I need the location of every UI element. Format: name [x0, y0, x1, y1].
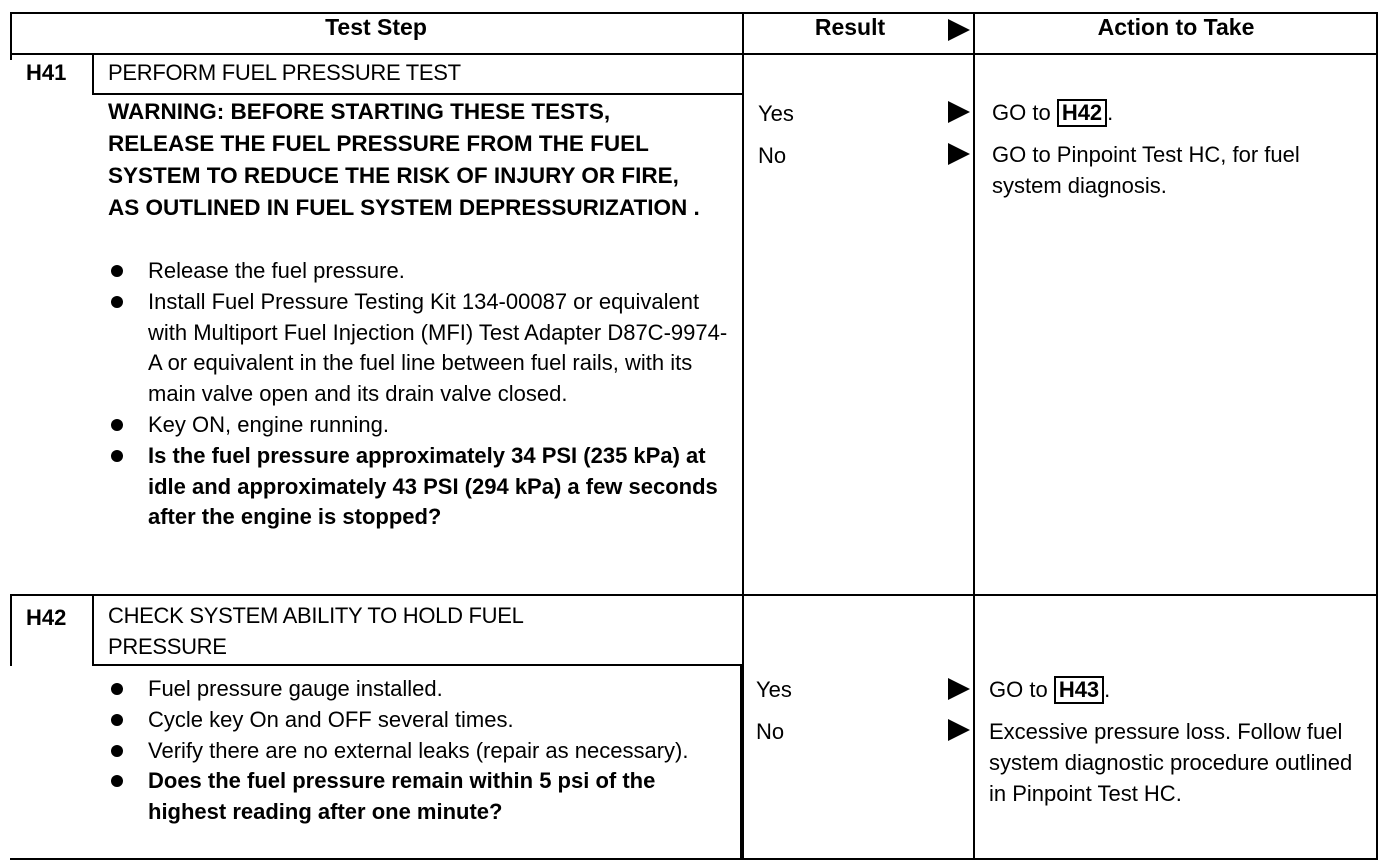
action-suffix: . — [1104, 677, 1111, 702]
action-yes-h41 — [992, 97, 1113, 128]
list-item: Cycle key On and OFF several times. — [108, 705, 708, 736]
action-yes-h42 — [989, 674, 1110, 705]
header-test-step: Test Step — [325, 14, 427, 40]
step-id-h42: H42 — [26, 605, 67, 630]
column-divider-action — [973, 12, 975, 860]
step-h41-bullets — [108, 256, 728, 533]
action-prefix: GO to — [992, 100, 1051, 125]
list-item: Does the fuel pressure remain within 5 psi of the highest reading after one minute? — [108, 766, 708, 828]
step-id-divider-h42 — [92, 596, 94, 666]
action-prefix: GO to — [989, 677, 1048, 702]
step-id-h41: H41 — [26, 60, 67, 85]
step-ref-h42[interactable]: H42 — [1057, 99, 1107, 127]
header-divider — [10, 53, 1378, 55]
step-id-divider-h41 — [92, 55, 94, 95]
result-yes-arrow-icon — [948, 678, 970, 700]
header-result: Result — [814, 14, 886, 40]
step-title-h41: PERFORM FUEL PRESSURE TEST — [108, 60, 461, 85]
table-border-bottom — [10, 858, 1378, 860]
result-yes-h41: Yes — [758, 101, 794, 126]
result-no-h41: No — [758, 143, 787, 168]
action-no-h42: Excessive pressure loss. Follow fuel system diagnostic procedure outlined in Pinpoint Test HC. — [989, 719, 1353, 806]
header-arrow-icon — [948, 19, 970, 41]
step-h42-bullets — [108, 674, 708, 828]
step-title-h42: CHECK SYSTEM ABILITY TO HOLD FUEL PRESSURE — [108, 603, 523, 659]
action-suffix: . — [1107, 100, 1114, 125]
list-item: Verify there are no external leaks (repair as necessary). — [108, 736, 708, 767]
list-item: Install Fuel Pressure Testing Kit 134-00087 or equivalent with Multiport Fuel Injection (MFI) Test Adapter D87C-9974-A or equivalent in the fuel line between fuel rails, with its main valve open and its drain valve closed. — [108, 287, 728, 410]
h42-title-divider — [92, 664, 743, 666]
row-divider — [10, 594, 1378, 596]
result-no-arrow-icon — [948, 719, 970, 741]
header-action: Action to Take — [1097, 14, 1255, 40]
table-border-left-lower — [10, 596, 12, 666]
result-no-arrow-icon — [948, 143, 970, 165]
warning-text: WARNING: BEFORE STARTING THESE TESTS, RELEASE THE FUEL PRESSURE FROM THE FUEL SYSTEM TO REDUCE THE RISK OF INJURY OR FIRE, AS OUTLINED IN FUEL SYSTEM DEPRESSURIZATION . — [108, 99, 700, 220]
column-divider-result — [742, 12, 744, 860]
table-border-right — [1376, 12, 1378, 860]
list-item: Fuel pressure gauge installed. — [108, 674, 708, 705]
h41-title-divider — [92, 93, 743, 95]
result-no-h42: No — [756, 719, 785, 744]
result-yes-arrow-icon — [948, 101, 970, 123]
list-item: Is the fuel pressure approximately 34 PSI (235 kPa) at idle and approximately 43 PSI (294 kPa) a few seconds after the engine is stopped? — [108, 441, 728, 533]
result-yes-h42: Yes — [756, 677, 792, 702]
step-ref-h43[interactable]: H43 — [1054, 676, 1104, 704]
list-item: Key ON, engine running. — [108, 410, 728, 441]
list-item: Release the fuel pressure. — [108, 256, 728, 287]
action-no-h41: GO to Pinpoint Test HC, for fuel system diagnosis. — [992, 142, 1300, 198]
step-title-divider-h42 — [740, 666, 742, 860]
